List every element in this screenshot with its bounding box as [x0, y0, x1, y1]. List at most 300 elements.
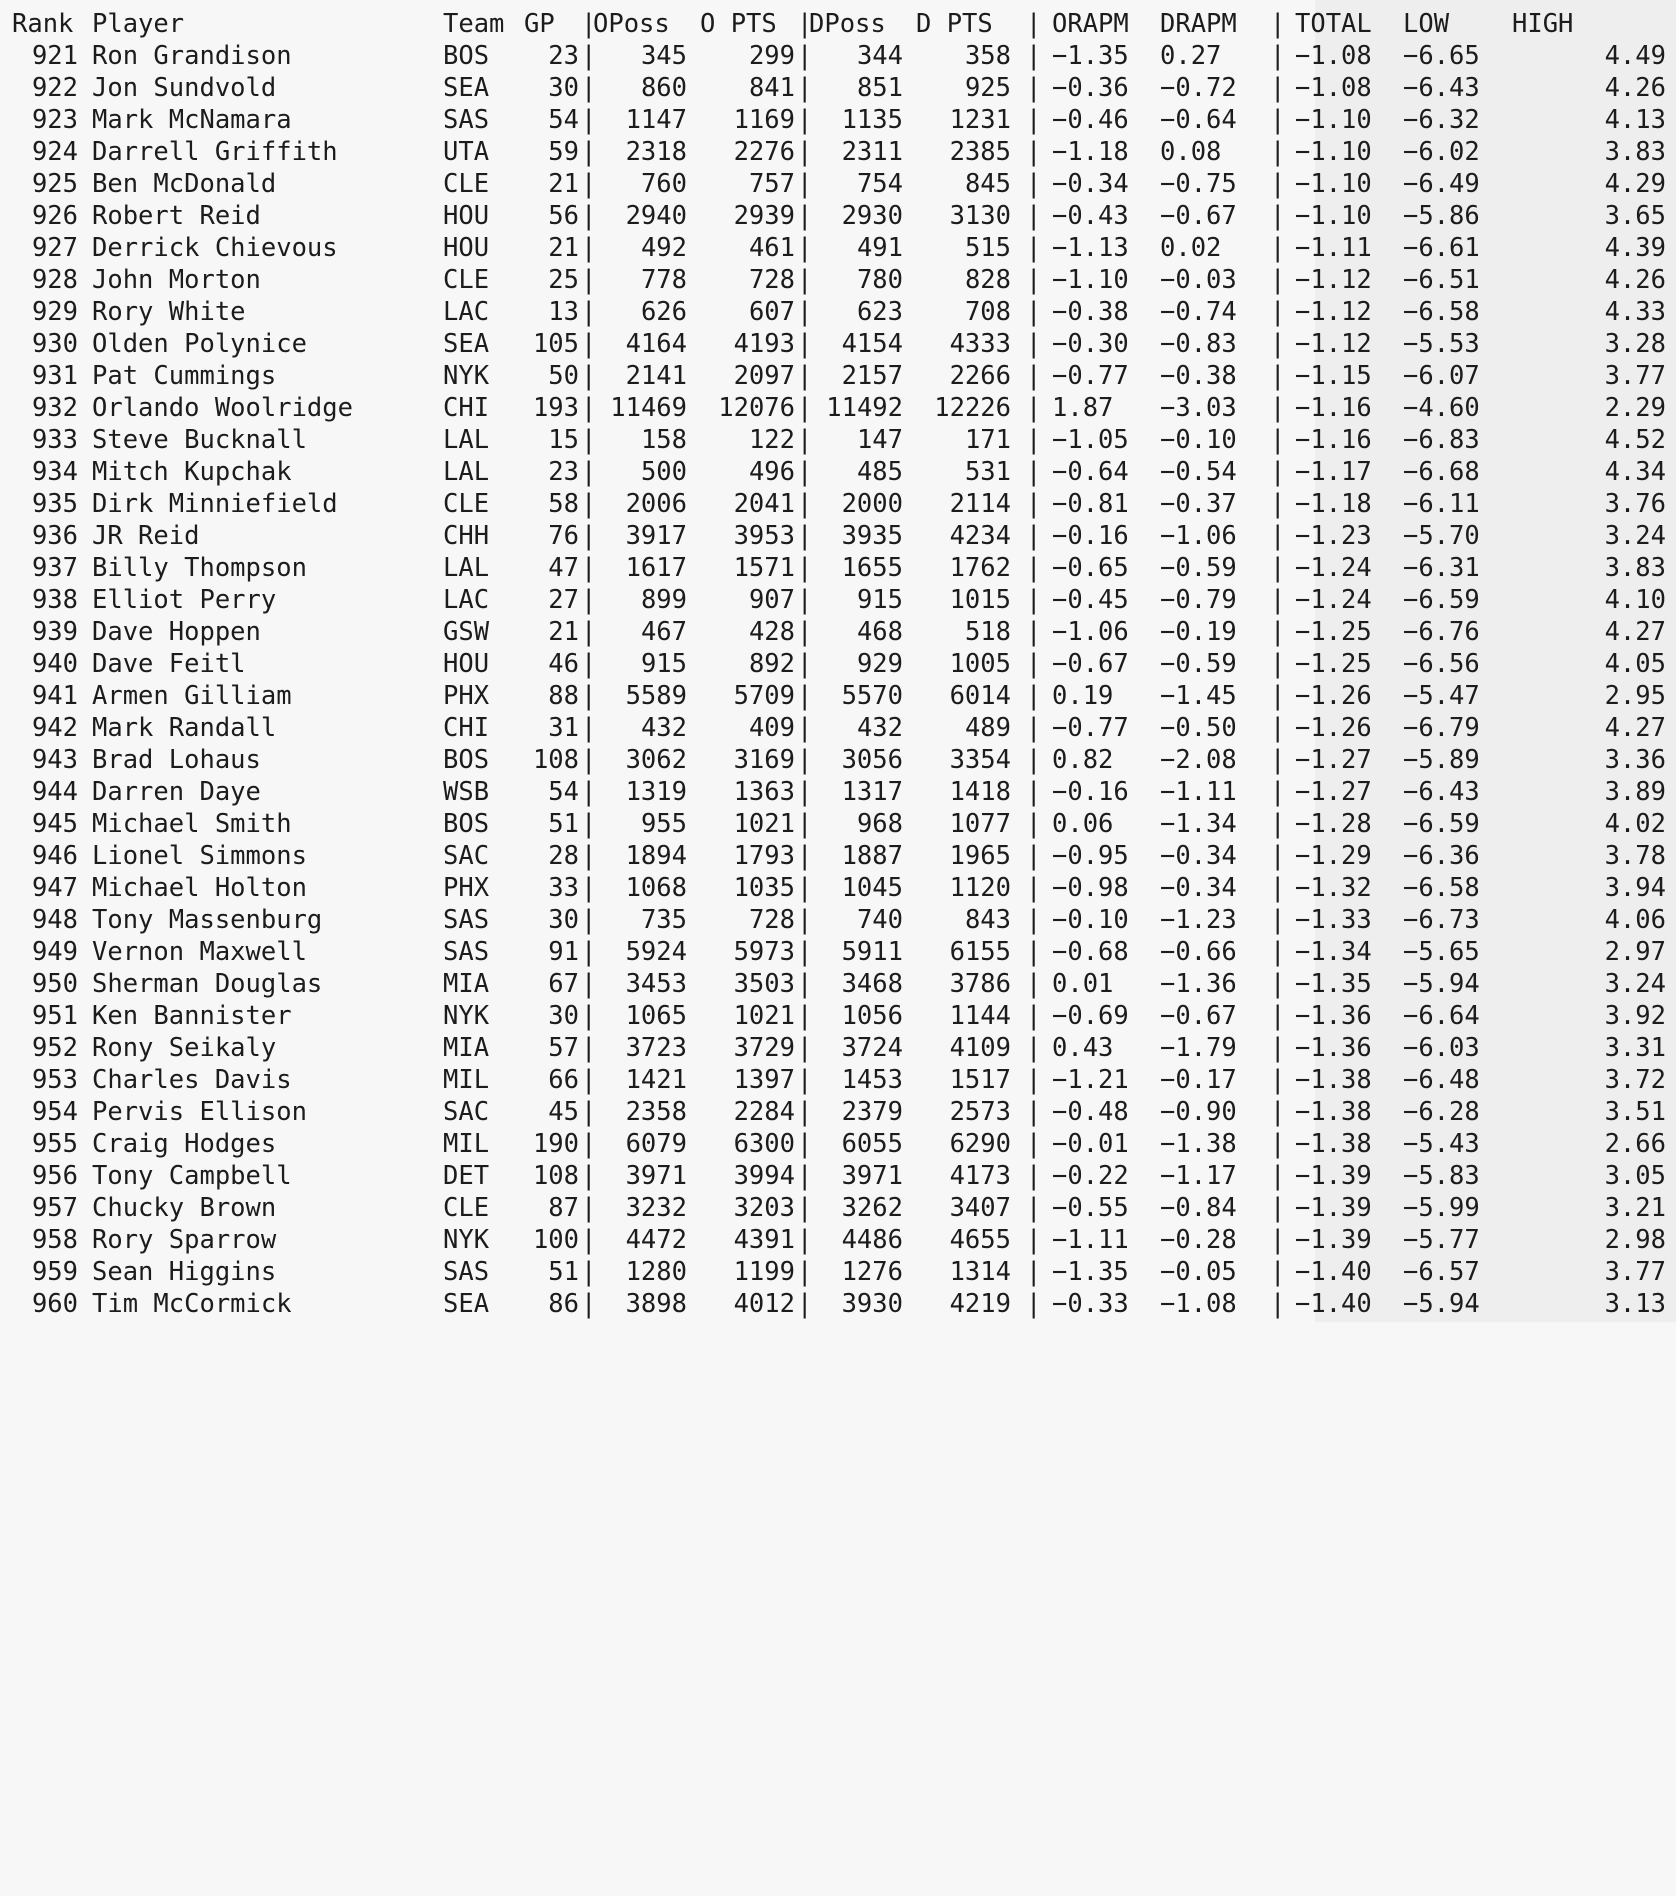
dpts-cell: 1965: [949, 841, 1011, 871]
dposs-cell: 3935: [841, 521, 903, 551]
opts-cell: 1571: [733, 553, 795, 583]
total-cell: −1.36: [1295, 1033, 1372, 1063]
column-separator: |: [797, 425, 813, 455]
column-separator: |: [1270, 1001, 1286, 1031]
rank-cell: 926: [31, 201, 78, 231]
high-cell: 4.26: [1604, 265, 1666, 295]
total-cell: −1.26: [1295, 681, 1372, 711]
column-separator: |: [581, 105, 597, 135]
high-cell: 3.76: [1604, 489, 1666, 519]
rank-cell: 931: [31, 361, 78, 391]
table-row: [0, 1288, 1676, 1320]
header-total: TOTAL: [1295, 9, 1372, 39]
team-cell: PHX: [443, 681, 490, 711]
low-cell: −6.07: [1403, 361, 1480, 391]
drapm-cell: −3.03: [1160, 393, 1237, 423]
column-separator: |: [797, 841, 813, 871]
team-cell: LAC: [443, 297, 490, 327]
player-cell: Rony Seikaly: [92, 1033, 277, 1063]
player-cell: Tony Massenburg: [92, 905, 323, 935]
low-cell: −6.51: [1403, 265, 1480, 295]
column-separator: |: [581, 393, 597, 423]
low-cell: −6.28: [1403, 1097, 1480, 1127]
table-row: [0, 1032, 1676, 1064]
low-cell: −6.58: [1403, 297, 1480, 327]
column-separator: |: [1270, 585, 1286, 615]
drapm-cell: −0.90: [1160, 1097, 1237, 1127]
low-cell: −5.53: [1403, 329, 1480, 359]
gp-cell: 88: [548, 681, 579, 711]
orapm-cell: −0.64: [1052, 457, 1129, 487]
column-separator: |: [1270, 201, 1286, 231]
low-cell: −6.36: [1403, 841, 1480, 871]
table-body: [0, 40, 1676, 1320]
orapm-cell: −0.67: [1052, 649, 1129, 679]
oposs-cell: 915: [640, 649, 687, 679]
orapm-cell: −1.18: [1052, 137, 1129, 167]
drapm-cell: −0.50: [1160, 713, 1237, 743]
column-separator: |: [1270, 9, 1286, 39]
dposs-cell: 1317: [841, 777, 903, 807]
team-cell: DET: [443, 1161, 490, 1191]
table-row: [0, 1192, 1676, 1224]
drapm-cell: −0.83: [1160, 329, 1237, 359]
total-cell: −1.23: [1295, 521, 1372, 551]
team-cell: UTA: [443, 137, 490, 167]
drapm-cell: 0.08: [1160, 137, 1222, 167]
column-separator: |: [581, 745, 597, 775]
opts-cell: 1021: [733, 1001, 795, 1031]
header-drapm: DRAPM: [1160, 9, 1237, 39]
oposs-cell: 3232: [625, 1193, 687, 1223]
column-separator: |: [581, 649, 597, 679]
column-separator: |: [1270, 937, 1286, 967]
low-cell: −5.86: [1403, 201, 1480, 231]
column-separator: |: [1026, 105, 1042, 135]
column-separator: |: [797, 169, 813, 199]
table-row: [0, 552, 1676, 584]
gp-cell: 105: [532, 329, 579, 359]
column-separator: |: [581, 1289, 597, 1319]
team-cell: SAC: [443, 841, 490, 871]
high-cell: 3.21: [1604, 1193, 1666, 1223]
team-cell: MIL: [443, 1129, 490, 1159]
table-row: [0, 1064, 1676, 1096]
column-separator: |: [797, 681, 813, 711]
low-cell: −6.02: [1403, 137, 1480, 167]
column-separator: |: [797, 1065, 813, 1095]
team-cell: LAL: [443, 457, 490, 487]
low-cell: −6.11: [1403, 489, 1480, 519]
high-cell: 2.29: [1604, 393, 1666, 423]
player-cell: Darren Daye: [92, 777, 261, 807]
column-separator: |: [1270, 233, 1286, 263]
column-separator: |: [1270, 137, 1286, 167]
table-row: [0, 168, 1676, 200]
opts-cell: 6300: [733, 1129, 795, 1159]
oposs-cell: 1068: [625, 873, 687, 903]
column-separator: |: [1026, 425, 1042, 455]
player-cell: Olden Polynice: [92, 329, 307, 359]
rank-cell: 933: [31, 425, 78, 455]
header-high: HIGH: [1512, 9, 1574, 39]
dposs-cell: 3724: [841, 1033, 903, 1063]
player-cell: JR Reid: [92, 521, 200, 551]
orapm-cell: −0.77: [1052, 361, 1129, 391]
column-separator: |: [1270, 777, 1286, 807]
table-row: [0, 104, 1676, 136]
low-cell: −6.68: [1403, 457, 1480, 487]
column-separator: |: [581, 137, 597, 167]
column-separator: |: [1270, 713, 1286, 743]
orapm-cell: −0.10: [1052, 905, 1129, 935]
gp-cell: 31: [548, 713, 579, 743]
drapm-cell: −0.19: [1160, 617, 1237, 647]
dposs-cell: 3056: [841, 745, 903, 775]
orapm-cell: −0.65: [1052, 553, 1129, 583]
dposs-cell: 3971: [841, 1161, 903, 1191]
rank-cell: 939: [31, 617, 78, 647]
rank-cell: 950: [31, 969, 78, 999]
column-separator: |: [797, 489, 813, 519]
opts-cell: 496: [748, 457, 795, 487]
total-cell: −1.38: [1295, 1097, 1372, 1127]
orapm-cell: 0.82: [1052, 745, 1114, 775]
gp-cell: 91: [548, 937, 579, 967]
rank-cell: 935: [31, 489, 78, 519]
column-separator: |: [581, 1065, 597, 1095]
column-separator: |: [1270, 649, 1286, 679]
column-separator: |: [1026, 201, 1042, 231]
team-cell: BOS: [443, 809, 490, 839]
table-row: [0, 1128, 1676, 1160]
column-separator: |: [797, 137, 813, 167]
gp-cell: 21: [548, 617, 579, 647]
oposs-cell: 467: [640, 617, 687, 647]
gp-cell: 30: [548, 905, 579, 935]
column-separator: |: [1270, 425, 1286, 455]
dposs-cell: 344: [856, 41, 903, 71]
dposs-cell: 754: [856, 169, 903, 199]
player-cell: Sherman Douglas: [92, 969, 323, 999]
column-separator: |: [1270, 1033, 1286, 1063]
dpts-cell: 3407: [949, 1193, 1011, 1223]
column-separator: |: [581, 233, 597, 263]
column-separator: |: [1026, 1225, 1042, 1255]
team-cell: CHH: [443, 521, 490, 551]
total-cell: −1.33: [1295, 905, 1372, 935]
column-separator: |: [1026, 969, 1042, 999]
column-separator: |: [1270, 105, 1286, 135]
gp-cell: 76: [548, 521, 579, 551]
column-separator: |: [1026, 1257, 1042, 1287]
column-separator: |: [1026, 489, 1042, 519]
orapm-cell: −1.06: [1052, 617, 1129, 647]
orapm-cell: −0.95: [1052, 841, 1129, 871]
dpts-cell: 12226: [934, 393, 1011, 423]
orapm-cell: −0.43: [1052, 201, 1129, 231]
column-separator: |: [797, 1225, 813, 1255]
column-separator: |: [797, 73, 813, 103]
opts-cell: 3729: [733, 1033, 795, 1063]
dposs-cell: 3468: [841, 969, 903, 999]
low-cell: −6.48: [1403, 1065, 1480, 1095]
column-separator: |: [581, 585, 597, 615]
column-separator: |: [1270, 745, 1286, 775]
high-cell: 4.33: [1604, 297, 1666, 327]
column-separator: |: [797, 1193, 813, 1223]
table-row: [0, 488, 1676, 520]
orapm-cell: −0.68: [1052, 937, 1129, 967]
column-separator: |: [1026, 873, 1042, 903]
drapm-cell: −0.17: [1160, 1065, 1237, 1095]
oposs-cell: 760: [640, 169, 687, 199]
oposs-cell: 778: [640, 265, 687, 295]
column-separator: |: [581, 425, 597, 455]
team-cell: CLE: [443, 1193, 490, 1223]
column-separator: |: [581, 841, 597, 871]
rank-cell: 942: [31, 713, 78, 743]
dposs-cell: 1655: [841, 553, 903, 583]
low-cell: −5.94: [1403, 1289, 1480, 1319]
column-separator: |: [581, 1257, 597, 1287]
team-cell: SAS: [443, 937, 490, 967]
high-cell: 4.27: [1604, 713, 1666, 743]
orapm-cell: −0.77: [1052, 713, 1129, 743]
opts-cell: 4193: [733, 329, 795, 359]
player-cell: Chucky Brown: [92, 1193, 277, 1223]
gp-cell: 193: [532, 393, 579, 423]
column-separator: |: [1026, 1193, 1042, 1223]
dpts-cell: 1120: [949, 873, 1011, 903]
high-cell: 3.65: [1604, 201, 1666, 231]
table-row: [0, 40, 1676, 72]
table-header: [0, 8, 1676, 40]
player-cell: Dave Feitl: [92, 649, 246, 679]
column-separator: |: [1026, 521, 1042, 551]
header-dpts: D PTS: [916, 9, 993, 39]
column-separator: |: [797, 265, 813, 295]
oposs-cell: 1894: [625, 841, 687, 871]
high-cell: 3.24: [1604, 969, 1666, 999]
player-cell: Sean Higgins: [92, 1257, 277, 1287]
total-cell: −1.10: [1295, 137, 1372, 167]
table-row: [0, 424, 1676, 456]
drapm-cell: −0.74: [1160, 297, 1237, 327]
total-cell: −1.10: [1295, 169, 1372, 199]
high-cell: 3.94: [1604, 873, 1666, 903]
table-row: [0, 968, 1676, 1000]
dpts-cell: 3130: [949, 201, 1011, 231]
dpts-cell: 4109: [949, 1033, 1011, 1063]
orapm-cell: −0.45: [1052, 585, 1129, 615]
gp-cell: 33: [548, 873, 579, 903]
column-separator: |: [1270, 1129, 1286, 1159]
player-cell: Jon Sundvold: [92, 73, 277, 103]
drapm-cell: −0.72: [1160, 73, 1237, 103]
low-cell: −6.31: [1403, 553, 1480, 583]
rank-cell: 925: [31, 169, 78, 199]
orapm-cell: 0.43: [1052, 1033, 1114, 1063]
column-separator: |: [797, 361, 813, 391]
table-row: [0, 840, 1676, 872]
player-cell: Tim McCormick: [92, 1289, 292, 1319]
column-separator: |: [1270, 617, 1286, 647]
total-cell: −1.15: [1295, 361, 1372, 391]
column-separator: |: [1270, 1225, 1286, 1255]
column-separator: |: [1026, 233, 1042, 263]
oposs-cell: 4164: [625, 329, 687, 359]
team-cell: HOU: [443, 201, 490, 231]
column-separator: |: [797, 41, 813, 71]
column-separator: |: [797, 521, 813, 551]
opts-cell: 3203: [733, 1193, 795, 1223]
column-separator: |: [1270, 1289, 1286, 1319]
oposs-cell: 492: [640, 233, 687, 263]
dposs-cell: 432: [856, 713, 903, 743]
orapm-cell: −1.35: [1052, 1257, 1129, 1287]
table-row: [0, 328, 1676, 360]
gp-cell: 30: [548, 1001, 579, 1031]
gp-cell: 108: [532, 745, 579, 775]
gp-cell: 67: [548, 969, 579, 999]
dpts-cell: 708: [964, 297, 1011, 327]
player-cell: Mitch Kupchak: [92, 457, 292, 487]
column-separator: |: [1026, 745, 1042, 775]
table-row: [0, 520, 1676, 552]
orapm-cell: −1.21: [1052, 1065, 1129, 1095]
column-separator: |: [1026, 41, 1042, 71]
column-separator: |: [797, 329, 813, 359]
drapm-cell: −0.59: [1160, 649, 1237, 679]
dposs-cell: 1056: [841, 1001, 903, 1031]
column-separator: |: [581, 1033, 597, 1063]
orapm-cell: −0.01: [1052, 1129, 1129, 1159]
team-cell: MIL: [443, 1065, 490, 1095]
gp-cell: 190: [532, 1129, 579, 1159]
rank-cell: 960: [31, 1289, 78, 1319]
table-row: [0, 1224, 1676, 1256]
drapm-cell: −1.38: [1160, 1129, 1237, 1159]
gp-cell: 23: [548, 41, 579, 71]
dpts-cell: 2573: [949, 1097, 1011, 1127]
low-cell: −6.58: [1403, 873, 1480, 903]
low-cell: −5.99: [1403, 1193, 1480, 1223]
drapm-cell: −1.17: [1160, 1161, 1237, 1191]
column-separator: |: [797, 1161, 813, 1191]
player-cell: Robert Reid: [92, 201, 261, 231]
dpts-cell: 2114: [949, 489, 1011, 519]
player-cell: Vernon Maxwell: [92, 937, 307, 967]
gp-cell: 30: [548, 73, 579, 103]
column-separator: |: [581, 777, 597, 807]
dposs-cell: 623: [856, 297, 903, 327]
oposs-cell: 432: [640, 713, 687, 743]
rank-cell: 924: [31, 137, 78, 167]
gp-cell: 108: [532, 1161, 579, 1191]
dposs-cell: 1276: [841, 1257, 903, 1287]
drapm-cell: −2.08: [1160, 745, 1237, 775]
team-cell: WSB: [443, 777, 490, 807]
rank-cell: 938: [31, 585, 78, 615]
column-separator: |: [1270, 1257, 1286, 1287]
dpts-cell: 489: [964, 713, 1011, 743]
low-cell: −6.76: [1403, 617, 1480, 647]
dposs-cell: 468: [856, 617, 903, 647]
total-cell: −1.17: [1295, 457, 1372, 487]
column-separator: |: [797, 969, 813, 999]
rank-cell: 949: [31, 937, 78, 967]
low-cell: −6.43: [1403, 777, 1480, 807]
dpts-cell: 1005: [949, 649, 1011, 679]
column-separator: |: [797, 9, 813, 39]
opts-cell: 299: [748, 41, 795, 71]
drapm-cell: −0.10: [1160, 425, 1237, 455]
drapm-cell: −0.79: [1160, 585, 1237, 615]
column-separator: |: [581, 361, 597, 391]
total-cell: −1.18: [1295, 489, 1372, 519]
gp-cell: 59: [548, 137, 579, 167]
low-cell: −5.47: [1403, 681, 1480, 711]
dposs-cell: 915: [856, 585, 903, 615]
table-row: [0, 616, 1676, 648]
rank-cell: 948: [31, 905, 78, 935]
low-cell: −6.64: [1403, 1001, 1480, 1031]
gp-cell: 58: [548, 489, 579, 519]
oposs-cell: 2318: [625, 137, 687, 167]
rank-cell: 921: [31, 41, 78, 71]
high-cell: 4.27: [1604, 617, 1666, 647]
total-cell: −1.26: [1295, 713, 1372, 743]
oposs-cell: 500: [640, 457, 687, 487]
header-team: Team: [443, 9, 505, 39]
team-cell: LAL: [443, 425, 490, 455]
oposs-cell: 2358: [625, 1097, 687, 1127]
total-cell: −1.10: [1295, 105, 1372, 135]
high-cell: 3.78: [1604, 841, 1666, 871]
dposs-cell: 851: [856, 73, 903, 103]
table-row: [0, 360, 1676, 392]
column-separator: |: [581, 937, 597, 967]
table-row: [0, 456, 1676, 488]
high-cell: 4.26: [1604, 73, 1666, 103]
dpts-cell: 1077: [949, 809, 1011, 839]
orapm-cell: −1.13: [1052, 233, 1129, 263]
dpts-cell: 843: [964, 905, 1011, 935]
oposs-cell: 899: [640, 585, 687, 615]
column-separator: |: [1270, 553, 1286, 583]
drapm-cell: −0.67: [1160, 1001, 1237, 1031]
header-orapm: ORAPM: [1052, 9, 1129, 39]
rank-cell: 930: [31, 329, 78, 359]
column-separator: |: [1270, 73, 1286, 103]
oposs-cell: 860: [640, 73, 687, 103]
dposs-cell: 1453: [841, 1065, 903, 1095]
opts-cell: 1793: [733, 841, 795, 871]
total-cell: −1.25: [1295, 617, 1372, 647]
table-row: [0, 1256, 1676, 1288]
low-cell: −6.43: [1403, 73, 1480, 103]
dpts-cell: 1314: [949, 1257, 1011, 1287]
drapm-cell: −0.05: [1160, 1257, 1237, 1287]
drapm-cell: −1.11: [1160, 777, 1237, 807]
dpts-cell: 4234: [949, 521, 1011, 551]
dpts-cell: 518: [964, 617, 1011, 647]
low-cell: −6.56: [1403, 649, 1480, 679]
oposs-cell: 1147: [625, 105, 687, 135]
high-cell: 4.02: [1604, 809, 1666, 839]
rank-cell: 953: [31, 1065, 78, 1095]
